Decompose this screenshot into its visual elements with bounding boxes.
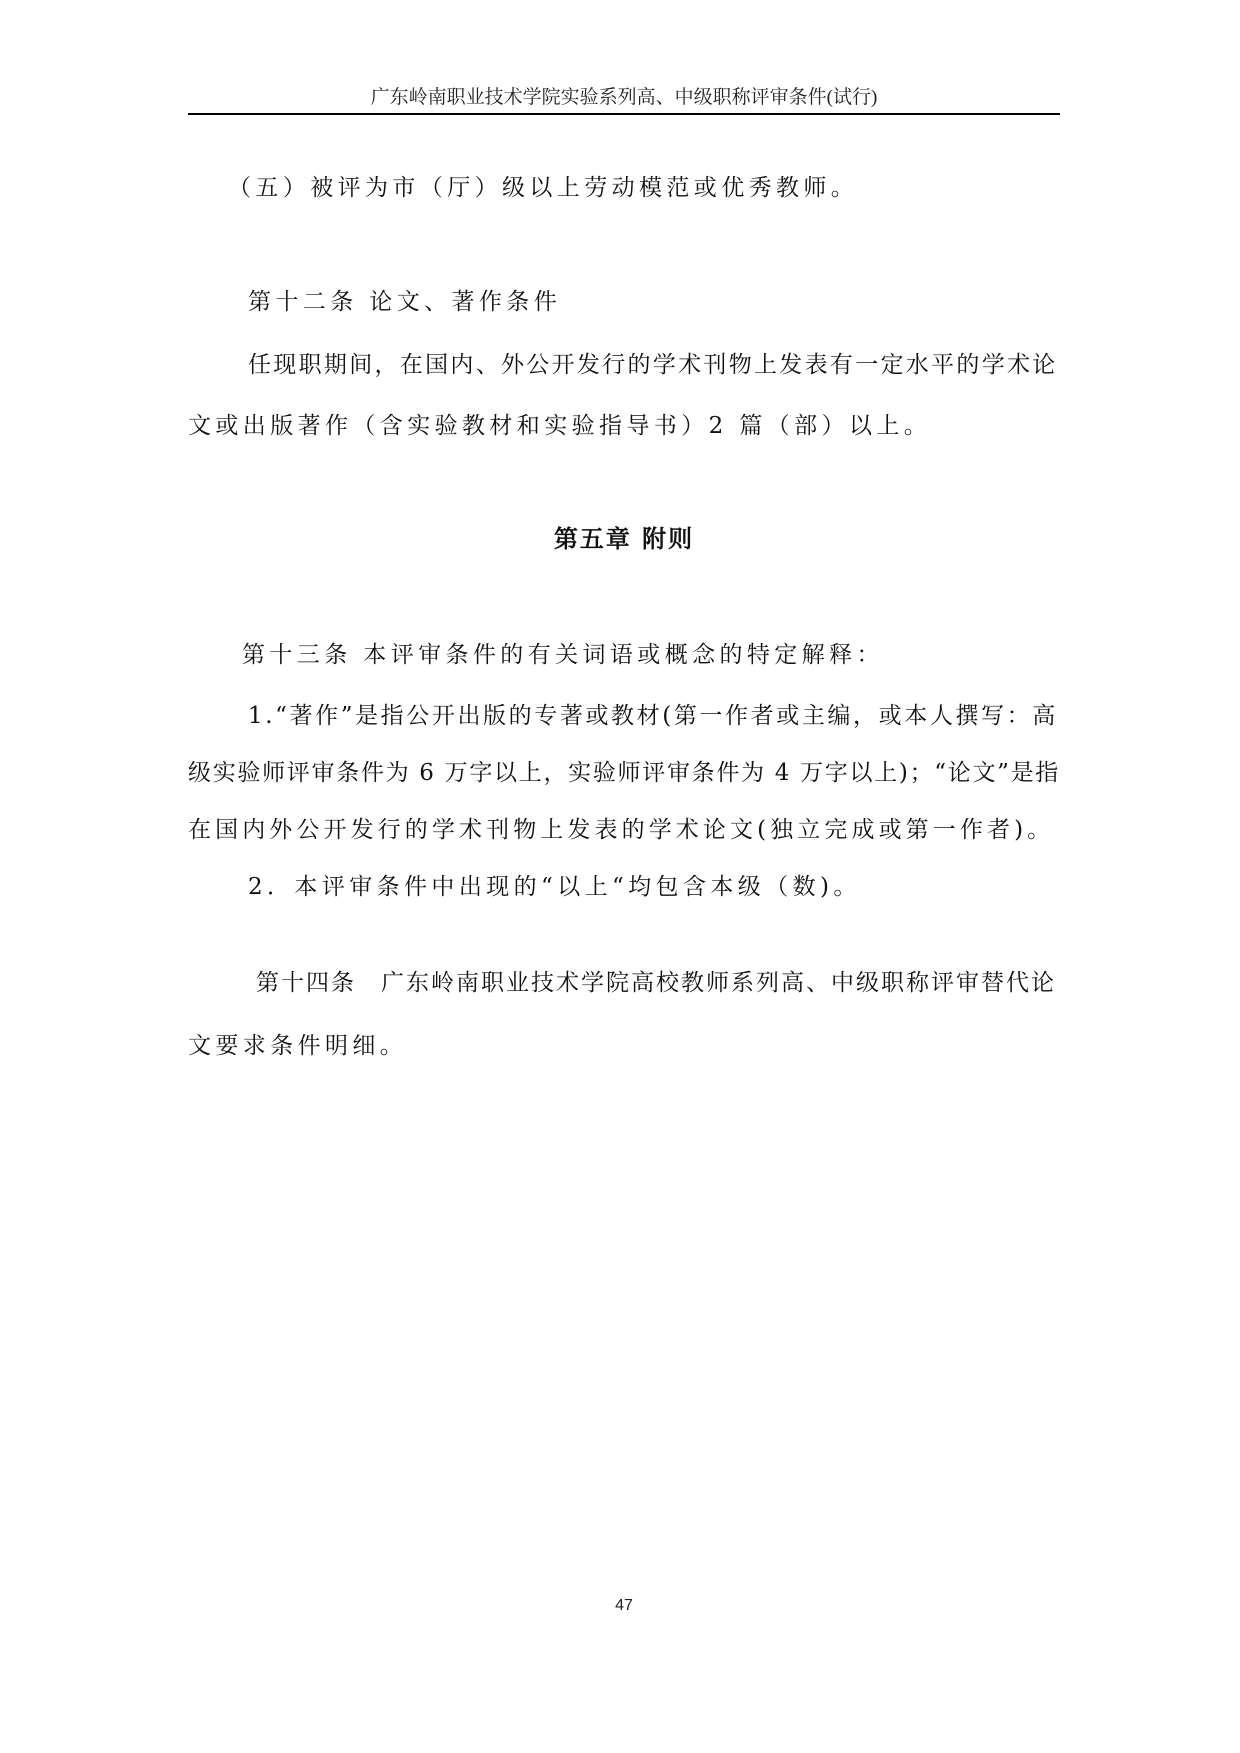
article-13-item-2: 2．本评审条件中出现的“以上“均包含本级（数)。	[248, 874, 861, 900]
header-divider	[188, 113, 1060, 115]
article-12-paragraph-line-1: 任现职期间，在国内、外公开发行的学术刊物上发表有一定水平的学术论	[248, 352, 1058, 378]
item-5-text: （五）被评为市（厅）级以上劳动模范或优秀教师。	[228, 175, 859, 201]
running-header: 广东岭南职业技术学院实验系列高、中级职称评审条件(试行)	[370, 87, 878, 108]
article-14-line-2: 文要求条件明细。	[188, 1033, 408, 1059]
article-13-item-1-line-2: 级实验师评审条件为 6 万字以上，实验师评审条件为 4 万字以上)；“论文”是指	[188, 760, 1061, 786]
article-13-item-1-line-1: 1.“著作”是指公开出版的专著或教材(第一作者或主编，或本人撰写：高	[248, 703, 1058, 729]
article-12-title: 第十二条 论文、著作条件	[248, 289, 562, 315]
article-12-paragraph-line-2: 文或出版著作（含实验教材和实验指导书）2 篇（部）以上。	[188, 413, 932, 439]
article-13-item-1-line-3: 在国内外公开发行的学术刊物上发表的学术论文(独立完成或第一作者)。	[188, 817, 1055, 843]
chapter-5-heading: 第五章 附则	[553, 524, 695, 553]
article-13-title: 第十三条 本评审条件的有关词语或概念的特定解释：	[242, 642, 884, 668]
article-14-line-1: 第十四条 广东岭南职业技术学院高校教师系列高、中级职称评审替代论	[256, 970, 1056, 996]
page-number: 47	[615, 1597, 633, 1614]
